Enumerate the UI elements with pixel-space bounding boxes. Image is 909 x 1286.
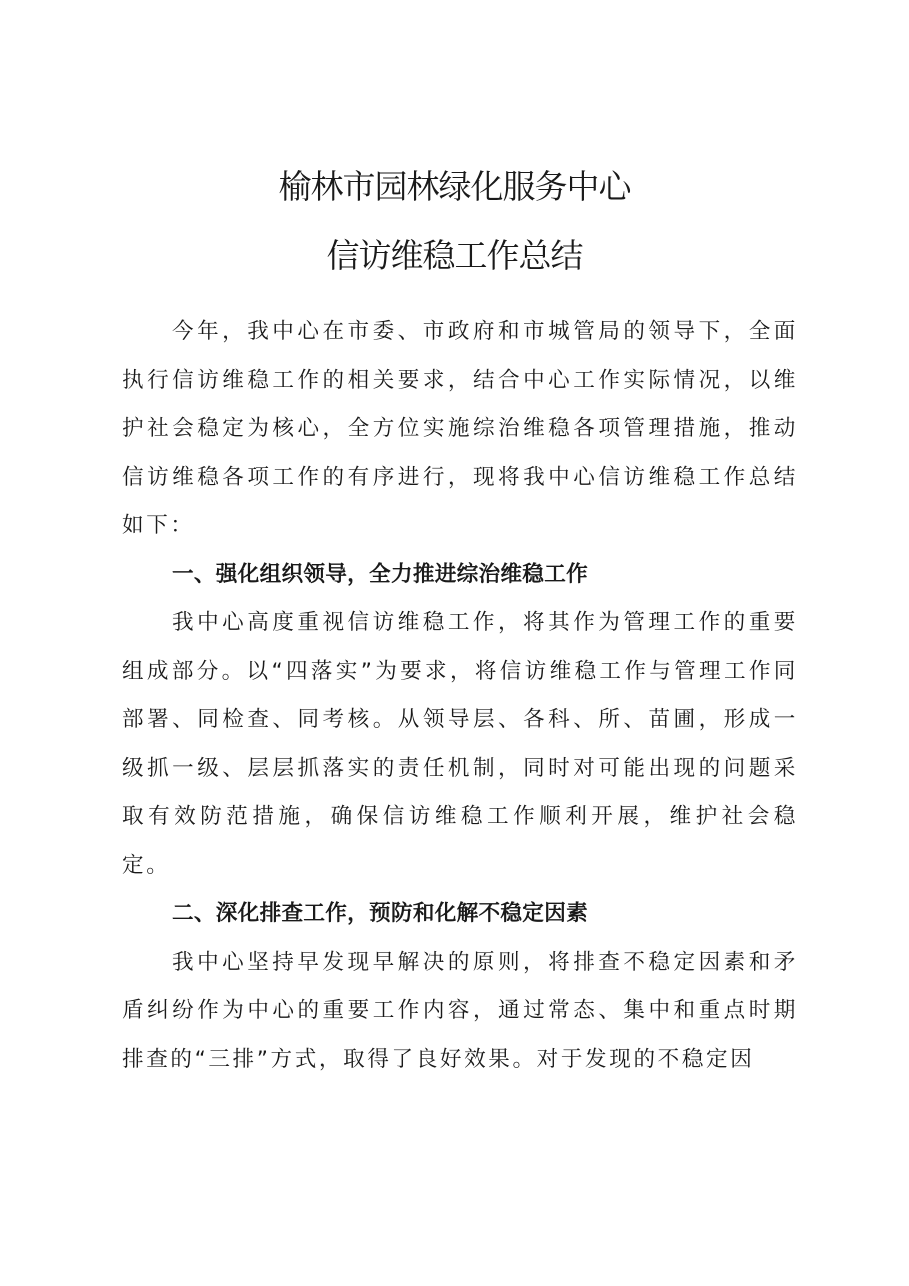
section-body-2: 我中心坚持早发现早解决的原则，将排查不稳定因素和矛盾纠纷作为中心的重要工作内容，通过常态、集中和重点时期排查的“三排”方式，取得了良好效果。对于发现的不稳定因 bbox=[122, 949, 798, 1072]
document-title-line1: 榆林市园林绿化服务中心 bbox=[278, 167, 631, 206]
intro-paragraph: 今年，我中心在市委、市政府和市城管局的领导下，全面执行信访维稳工作的相关要求，结合中心工作实际情况，以维护社会稳定为核心，全方位实施综治维稳各项管理措施，推动信访维稳各项工作的有序进行，现将我中心信访维稳工作总结如下： bbox=[122, 319, 798, 538]
section-heading-2: 二、深化排查工作，预防和化解不稳定因素 bbox=[172, 901, 588, 926]
section-body-1: 我中心高度重视信访维稳工作，将其作为管理工作的重要组成部分。以“四落实”为要求，将信访维稳工作与管理工作同部署、同检查、同考核。从领导层、各科、所、苗圃，形成一级抓一级、层层抓落实的责任机制，同时对可能出现的问题采取有效防范措施，确保信访维稳工作顺利开展，维护社会稳定。 bbox=[122, 610, 798, 878]
document-body bbox=[122, 308, 798, 1084]
section-heading-1: 一、强化组织领导，全力推进综治维稳工作 bbox=[172, 561, 588, 587]
document-title-line2: 信访维稳工作总结 bbox=[326, 236, 583, 275]
